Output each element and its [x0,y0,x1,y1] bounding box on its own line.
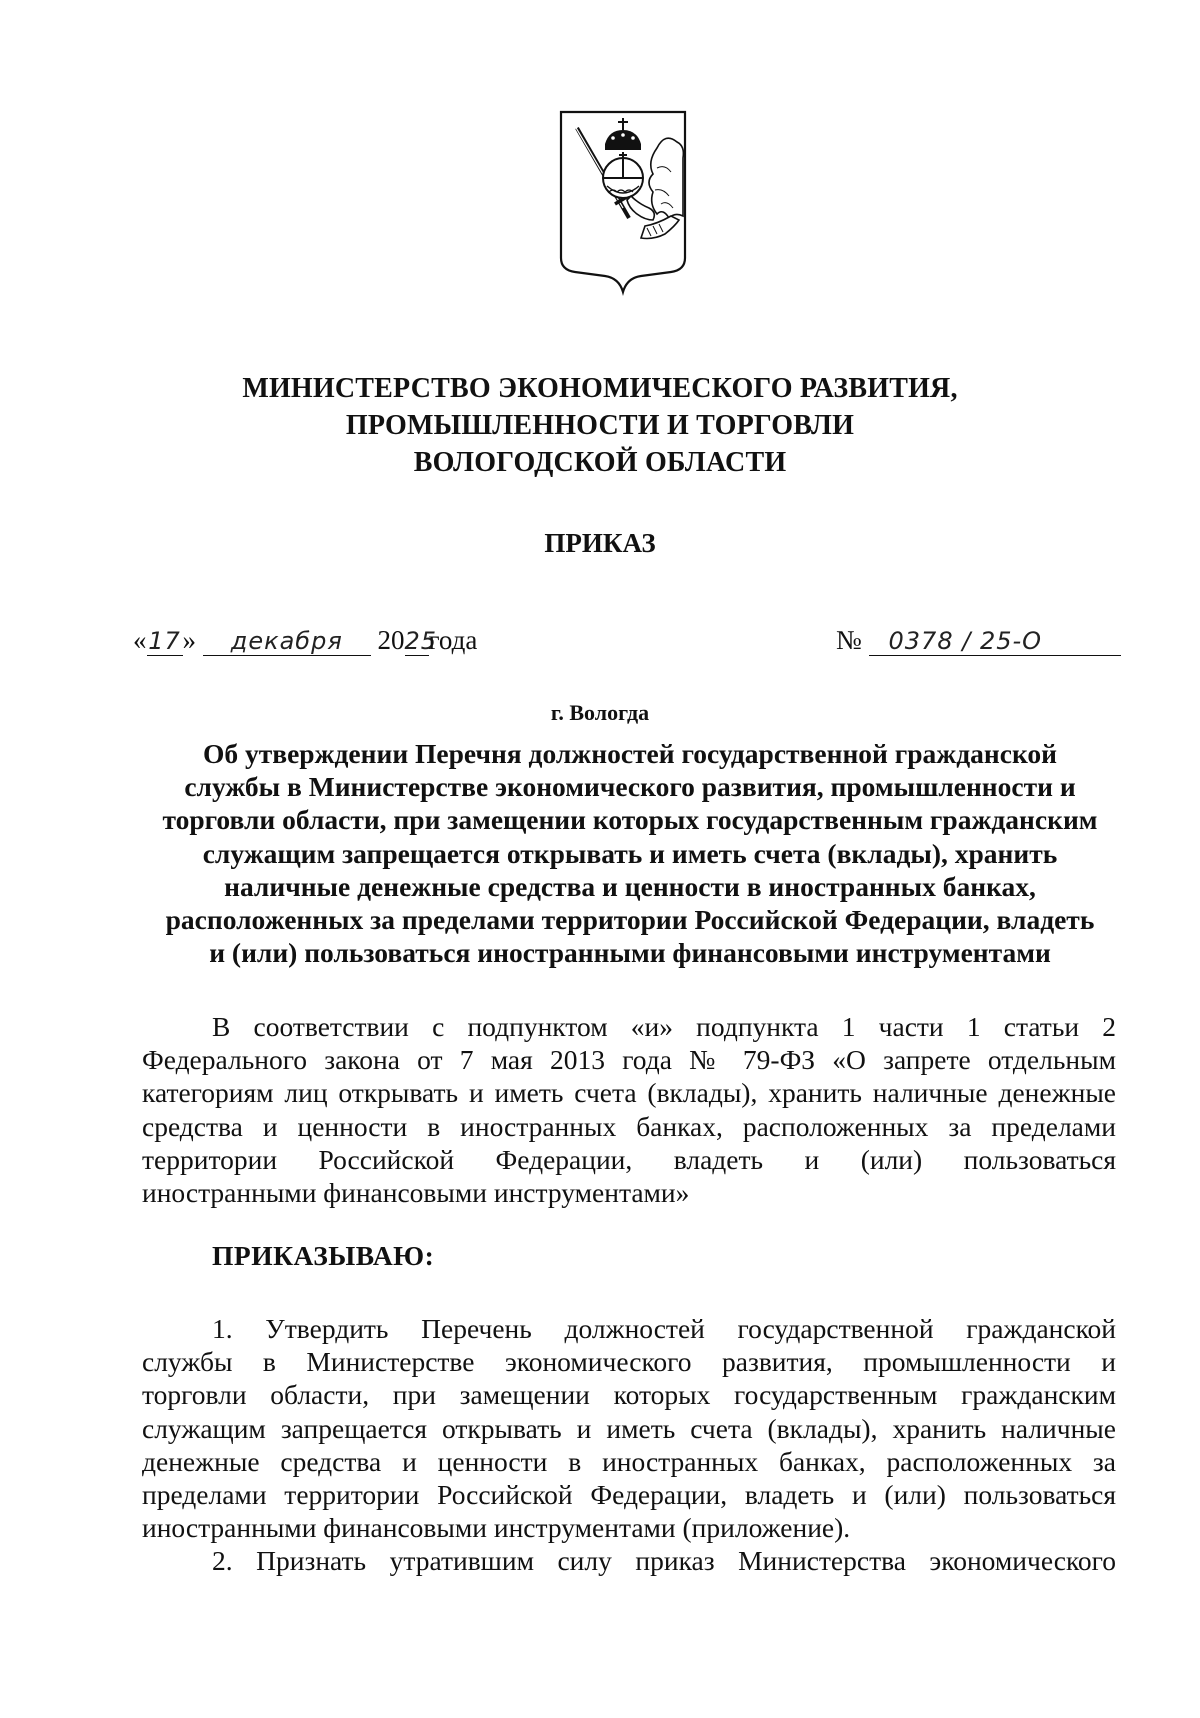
title-line: Об утверждении Перечня должностей государственной гражданской [202,738,1058,769]
item1-line: денежные средства и ценности в иностранных банках, расположенных за [142,1445,1116,1477]
city: г. Вологда [550,700,650,725]
preamble-line: категориям лиц открывать и иметь счета (вклады), хранить наличные денежные [142,1077,1116,1109]
date-month: декабря [203,627,371,656]
ministry-line: ВОЛОГОДСКОЙ ОБЛАСТИ [413,447,787,478]
preamble [142,1010,1116,1209]
number-sign: № [836,625,862,655]
preamble-line: иностранными финансовыми инструментами» [142,1176,690,1208]
ministry-name [0,370,1200,481]
item1-line: службы в Министерстве экономического развития, промышленности и [142,1346,1116,1378]
item1-line: служащим запрещается открывать и иметь счета (вклады), хранить наличные [142,1412,1116,1444]
ministry-line: ПРОМЫШЛЕННОСТИ И ТОРГОВЛИ [345,410,855,441]
document-title [140,737,1120,969]
order-date [133,625,477,656]
order-number [836,625,1121,656]
preamble-line: Федерального закона от 7 мая 2013 года № 79-ФЗ «О запрете отдельным [142,1044,1116,1076]
title-line: наличные денежные средства и ценности в иностранных банках, [224,870,1036,902]
title-line: служащим запрещается открывать и иметь счета (вклады), хранить [202,837,1058,869]
item1-line: иностранными финансовыми инструментами (приложение). [142,1512,851,1544]
order-word: ПРИКАЗЫВАЮ: [212,1240,435,1271]
year-word: года [428,625,478,655]
title-line: торговли области, при замещении которых государственным гражданским [162,804,1098,836]
title-line: службы в Министерстве экономического развития, промышленности и [184,771,1076,803]
order-items [142,1312,1116,1578]
document-type: ПРИКАЗ [544,528,656,558]
coat-of-arms-icon [553,108,693,296]
date-day: 17 [148,627,181,655]
date-year: 25 [404,627,438,655]
title-line: и (или) пользоваться иностранными финансовыми инструментами [209,937,1051,969]
ministry-line: МИНИСТЕРСТВО ЭКОНОМИЧЕСКОГО РАЗВИТИЯ, [242,373,958,404]
preamble-line: территории Российской Федерации, владеть и (или) пользоваться [142,1143,1116,1175]
title-line: расположенных за пределами территории Российской Федерации, владеть [165,904,1095,936]
year-prefix: 20 [377,625,405,655]
item1-line: пределами территории Российской Федерации, владеть и (или) пользоваться [142,1478,1116,1510]
preamble-line: В соответствии с подпунктом «и» подпункта 1 части 1 статьи 2 [212,1011,1116,1042]
item2-line: 2. Признать утратившим силу приказ Министерства экономического [212,1545,1116,1577]
quote-close: » [182,625,196,655]
item1-line: 1. Утвердить Перечень должностей государственной гражданской [212,1313,1116,1344]
preamble-line: средства и ценности в иностранных банках, расположенных за пределами [142,1110,1116,1142]
number-value: 0378 / 25-О [869,627,1121,656]
quote-open: « [133,625,147,655]
item1-line: торговли области, при замещении которых государственным гражданским [142,1379,1116,1411]
